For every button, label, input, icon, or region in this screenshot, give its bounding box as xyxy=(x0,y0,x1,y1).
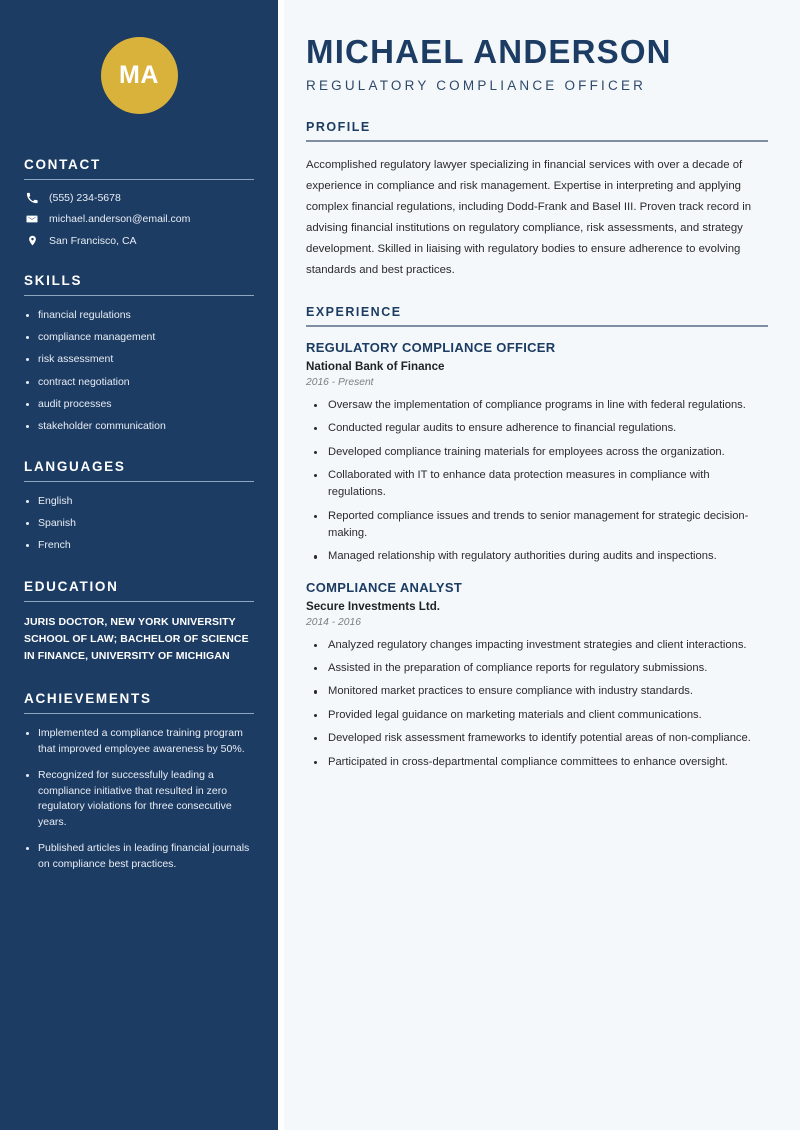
experience-heading: EXPERIENCE xyxy=(306,305,402,320)
list-item: Managed relationship with regulatory authorities during audits and inspections. xyxy=(306,548,768,565)
contact-item-phone[interactable] xyxy=(24,192,254,204)
list-item: Oversaw the implementation of compliance programs in line with federal regulations. xyxy=(306,397,768,414)
profile-heading: PROFILE xyxy=(306,120,371,135)
sidebar-section-languages xyxy=(24,459,254,553)
contact-location-value: San Francisco, CA xyxy=(49,234,137,247)
contact-divider xyxy=(24,179,254,180)
list-item: contract negotiation xyxy=(24,375,254,389)
job-subtitle: REGULATORY COMPLIANCE OFFICER xyxy=(306,78,647,94)
job-bullet-list xyxy=(306,637,768,771)
job-company: National Bank of Finance xyxy=(306,359,445,373)
list-item: risk assessment xyxy=(24,352,254,366)
list-item: Developed risk assessment frameworks to identify potential areas of non-compliance. xyxy=(306,730,768,747)
job-dates: 2016 - Present xyxy=(306,376,374,388)
list-item: Provided legal guidance on marketing materials and client communications. xyxy=(306,707,768,724)
languages-divider xyxy=(24,481,254,482)
location-pin-icon xyxy=(24,234,40,247)
email-icon xyxy=(24,213,40,225)
main-content xyxy=(284,0,800,1130)
list-item: Participated in cross-departmental compliance committees to enhance oversight. xyxy=(306,754,768,771)
page-title: MICHAEL ANDERSON xyxy=(306,33,672,70)
list-item: Assisted in the preparation of compliance reports for regulatory submissions. xyxy=(306,660,768,677)
list-item: Analyzed regulatory changes impacting investment strategies and client interactions. xyxy=(306,637,768,654)
main-section-profile xyxy=(306,120,768,281)
sidebar-section-achievements xyxy=(24,691,254,872)
skills-heading: SKILLS xyxy=(24,273,83,288)
list-item: Recognized for successfully leading a compliance initiative that resulted in zero regulatory violations for three consecutive years. xyxy=(24,768,254,831)
contact-item-email[interactable] xyxy=(24,213,254,225)
languages-heading: LANGUAGES xyxy=(24,459,126,475)
sidebar-section-skills xyxy=(24,273,254,433)
list-item: Collaborated with IT to enhance data protection measures in compliance with regulations. xyxy=(306,467,768,502)
list-item: Implemented a compliance training program that improved employee awareness by 50%. xyxy=(24,726,254,758)
job-company: Secure Investments Ltd. xyxy=(306,599,441,613)
list-item: English xyxy=(24,494,254,508)
main-section-experience xyxy=(306,305,768,771)
experience-entry xyxy=(306,580,768,771)
list-item: Monitored market practices to ensure compliance with industry standards. xyxy=(306,683,768,700)
list-item: Developed compliance training materials for employees across the organization. xyxy=(306,444,768,461)
job-title: COMPLIANCE ANALYST xyxy=(306,579,463,595)
job-dates: 2014 - 2016 xyxy=(306,616,361,628)
avatar-container xyxy=(24,0,254,114)
list-item: Published articles in leading financial journals on compliance best practices. xyxy=(24,841,254,873)
phone-icon xyxy=(24,192,40,204)
skills-list xyxy=(24,308,254,433)
profile-divider xyxy=(306,140,768,142)
contact-email-value: michael.anderson@email.com xyxy=(49,213,191,225)
sidebar xyxy=(0,0,278,1130)
contact-phone-value: (555) 234-5678 xyxy=(49,192,121,204)
list-item: Reported compliance issues and trends to senior management for strategic decision-making. xyxy=(306,508,768,543)
avatar-initials: MA xyxy=(101,37,178,114)
contact-item-location[interactable] xyxy=(24,234,254,247)
education-text: JURIS DOCTOR, NEW YORK UNIVERSITY SCHOOL OF LAW; BACHELOR OF SCIENCE IN FINANCE, UNIVERSITY OF MICHIGAN xyxy=(24,615,249,663)
experience-divider xyxy=(306,325,768,327)
list-item: financial regulations xyxy=(24,308,254,322)
list-item: French xyxy=(24,538,254,552)
job-bullet-list xyxy=(306,397,768,566)
contact-heading: CONTACT xyxy=(24,157,101,172)
achievements-list xyxy=(24,726,254,872)
achievements-divider xyxy=(24,713,254,714)
sidebar-section-contact xyxy=(24,157,254,247)
contact-list xyxy=(24,192,254,247)
list-item: stakeholder communication xyxy=(24,419,254,433)
achievements-heading: ACHIEVEMENTS xyxy=(24,691,152,707)
skills-divider xyxy=(24,295,254,296)
list-item: Conducted regular audits to ensure adherence to financial regulations. xyxy=(306,420,768,437)
list-item: Spanish xyxy=(24,516,254,530)
job-title: REGULATORY COMPLIANCE OFFICER xyxy=(306,339,556,355)
experience-entry xyxy=(306,340,768,566)
profile-text: Accomplished regulatory lawyer specializing in financial services with over a decade of experience in compliance and risk management. Expertise in interpreting and applying complex financial regulations, including Dodd-Frank and Basel III. Proven track record in advising financial institutions on regulatory compliance, risk assessments, and strategy development. Skilled in liaising with regulatory bodies to ensure adherence to evolving standards and best practices. xyxy=(306,158,752,277)
education-heading: EDUCATION xyxy=(24,578,119,594)
sidebar-section-education xyxy=(24,579,254,666)
education-divider xyxy=(24,601,254,602)
list-item: compliance management xyxy=(24,330,254,344)
languages-list xyxy=(24,494,254,553)
list-item: audit processes xyxy=(24,397,254,411)
